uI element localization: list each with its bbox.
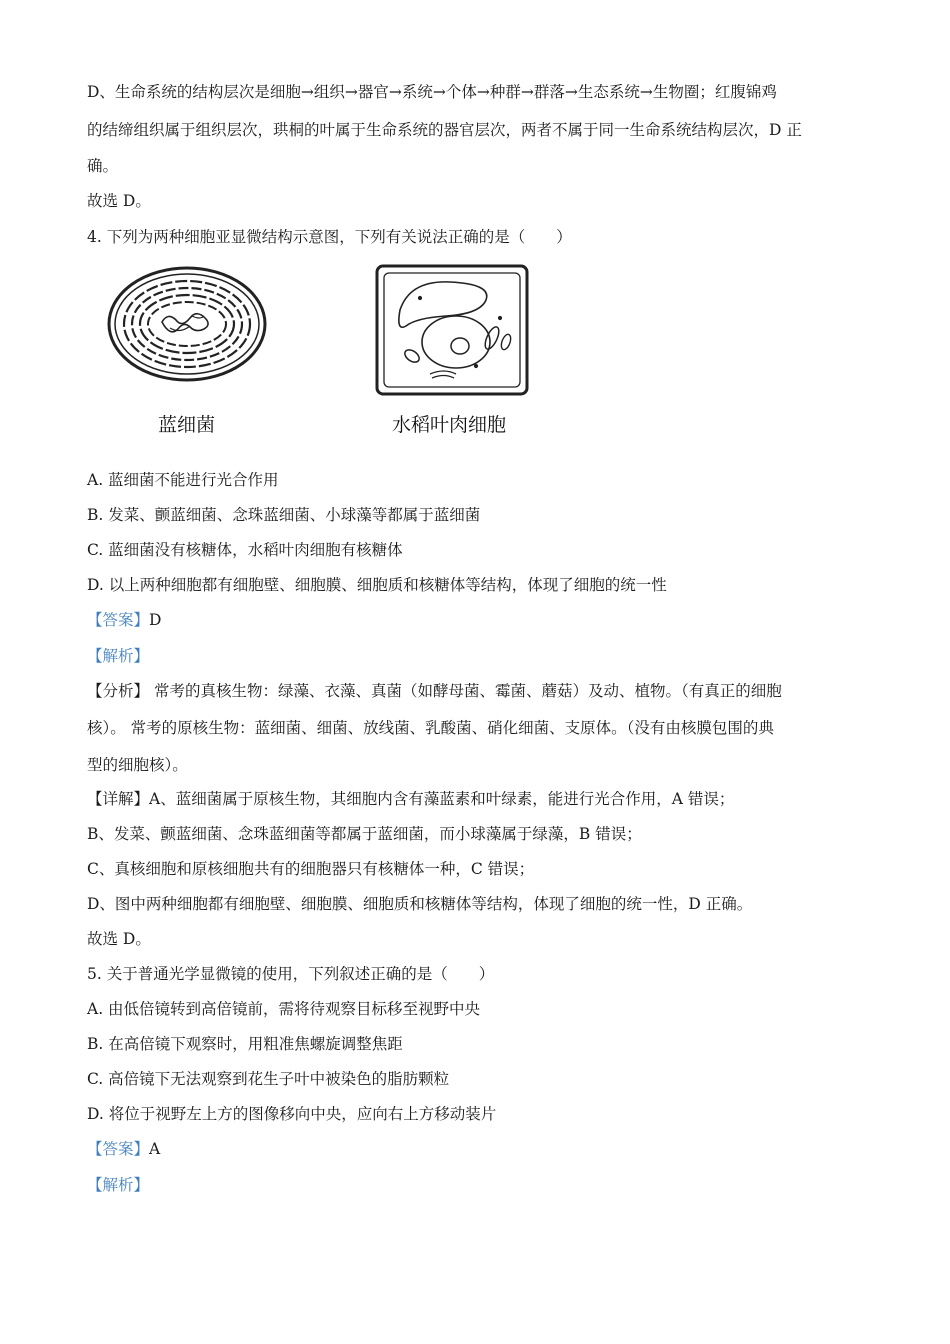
analysis-tag: 【解析】: [87, 647, 150, 665]
q4-xiangjie-a: [87, 789, 866, 809]
q4-xiangjie-c: C、真核细胞和原核细胞共有的细胞器只有核糖体一种，C 错误；: [87, 860, 535, 878]
q4-xiangjie-b: B、发菜、颤蓝细菌、念珠蓝细菌等都属于蓝细菌，而小球藻属于绿藻，B 错误；: [87, 825, 642, 843]
answer-value: D: [149, 611, 162, 629]
question-5-stem: 5. 关于普通光学显微镜的使用，下列叙述正确的是（ ）: [87, 965, 495, 983]
answer-tag: 【答案】: [87, 1140, 150, 1158]
rice-mesophyll-cell-diagram: [377, 266, 527, 394]
q5-option-c: C. 高倍镜下无法观察到花生子叶中被染色的脂肪颗粒: [87, 1070, 450, 1088]
q5-answer: [87, 1139, 866, 1159]
q4-option-b: B. 发菜、颤蓝细菌、念珠蓝细菌、小球藻等都属于蓝细菌: [87, 506, 481, 524]
prev-analysis-d-line-1: D、生命系统的结构层次是细胞→组织→器官→系统→个体→种群→群落→生态系统→生物圈；红腹锦鸡: [87, 83, 777, 101]
q5-option-b: B. 在高倍镜下观察时，用粗准焦螺旋调整焦距: [87, 1035, 403, 1053]
cyanobacteria-diagram: [109, 268, 265, 380]
answer-tag: 【答案】: [87, 611, 150, 629]
analysis-tag: 【解析】: [87, 1176, 150, 1194]
caption-rice-mesophyll-cell: 水稻叶肉细胞: [392, 414, 507, 436]
q4-analysis-heading: [87, 646, 866, 666]
q5-option-d: D. 将位于视野左上方的图像移向中央，应向右上方移动装片: [87, 1105, 497, 1123]
prev-analysis-d-line-2: 的结缔组织属于组织层次，珙桐的叶属于生命系统的器官层次，两者不属于同一生命系统结构层次，D 正: [87, 121, 802, 139]
q5-analysis-heading: [87, 1175, 866, 1195]
cell-structure-figure: [100, 258, 560, 443]
q4-fenxi-line-3: 型的细胞核）。: [87, 756, 188, 774]
prev-analysis-d-line-3: 确。: [87, 157, 119, 175]
prev-conclusion: 故选 D。: [87, 192, 151, 210]
q4-option-d: D. 以上两种细胞都有细胞壁、细胞膜、细胞质和核糖体等结构，体现了细胞的统一性: [87, 576, 667, 594]
xiangjie-tag: 【详解】: [87, 790, 150, 808]
q4-xiangjie-d: D、图中两种细胞都有细胞壁、细胞膜、细胞质和核糖体等结构，体现了细胞的统一性，D 正确。: [87, 895, 753, 913]
q4-fenxi-line-2: 核）。 常考的原核生物：蓝细菌、细菌、放线菌、乳酸菌、硝化细菌、支原体。（没有由核膜包围的典: [87, 719, 774, 737]
q4-fenxi-line-1: [87, 681, 866, 701]
q4-option-c: C. 蓝细菌没有核糖体，水稻叶肉细胞有核糖体: [87, 541, 403, 559]
fenxi-text-1: 常考的真核生物：绿藻、衣藻、真菌（如酵母菌、霉菌、蘑菇）及动、植物。（有真正的细胞: [149, 682, 782, 700]
q4-answer: [87, 610, 866, 630]
fenxi-tag: 【分析】: [87, 682, 150, 700]
answer-value: A: [149, 1140, 161, 1158]
question-4-stem: 4. 下列为两种细胞亚显微结构示意图，下列有关说法正确的是（ ）: [87, 228, 572, 246]
xiangjie-a-text: A、蓝细菌属于原核生物，其细胞内含有藻蓝素和叶绿素，能进行光合作用，A 错误；: [149, 790, 735, 808]
caption-cyanobacteria: 蓝细菌: [158, 414, 216, 436]
q4-conclusion: 故选 D。: [87, 930, 151, 948]
q4-option-a: A. 蓝细菌不能进行光合作用: [87, 471, 279, 489]
q5-option-a: A. 由低倍镜转到高倍镜前，需将待观察目标移至视野中央: [87, 1000, 481, 1018]
